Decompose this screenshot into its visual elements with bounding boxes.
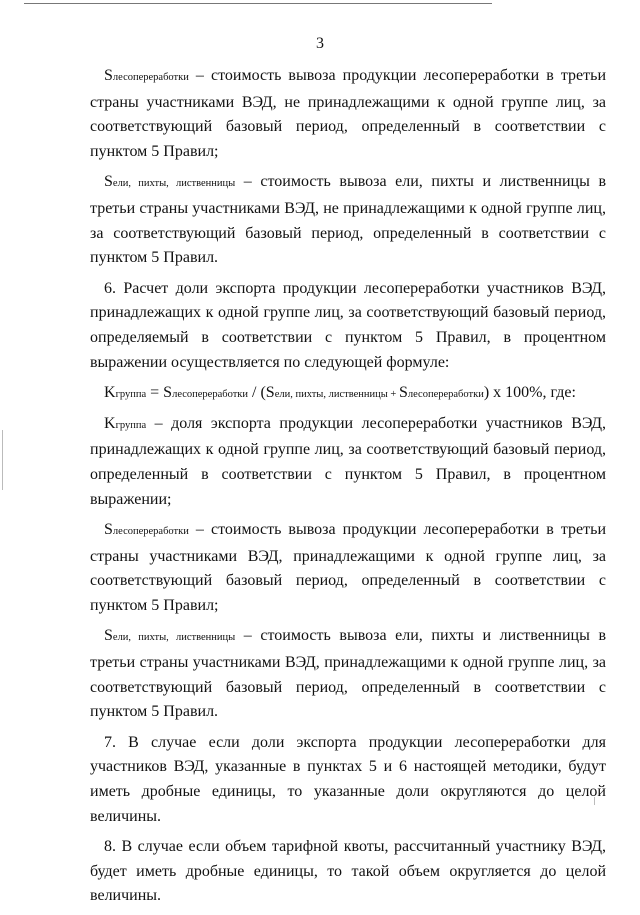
top-border-line [24, 3, 492, 4]
definition-s-eli-group: Sели, пихты, лиственницы – стоимость вывоза ели, пихты и лиственницы в третьи страны участниками ВЭД, принадлежащими к одной группе лиц, за соответствующий базовый период, определенный в соответствии с пунктом 5 Правил. [90, 627, 607, 721]
definition-s-les-group: Sлесопереработки – стоимость вывоза продукции лесопереработки в третьи страны участниками ВЭД, принадлежащими к одной группе лиц, за соответствующий базовый период, определенный в соответствии с пунктом 5 Правил; [90, 521, 607, 614]
paragraph-6: 6. Расчет доли экспорта продукции лесопереработки участников ВЭД, принадлежащих к одной группе лиц, за соответствующий базовый период, определяемый в соответствии с пунктом 5 Правил, в процентном выражении осуществляется по следующей формуле: [90, 279, 606, 371]
document-body [90, 64, 606, 915]
paragraph-7: 7. В случае если доли экспорта продукции лесопереработки для участников ВЭД, указанные в пунктах 5 и 6 настоящей методики, будут иметь дробные единицы, то указанные доли округляются до целой величины. [90, 733, 606, 825]
definition-s-les-other: Sлесопереработки – стоимость вывоза продукции лесопереработки в третьи страны участниками ВЭД, не принадлежащими к одной группе лиц, за соответствующий базовый период, определенный в соответствии с пунктом 5 Правил; [90, 67, 607, 160]
formula: Kгруппа = Sлесопереработки / (Sели, пихты, лиственницы + Sлесопереработки) х 100%, где: [104, 384, 576, 402]
scan-margin-mark [2, 430, 3, 490]
definition-k-group: Kгруппа – доля экспорта продукции лесопереработки участников ВЭД, принадлежащих к одной группе лиц, за соответствующий базовый период, определенный в соответствии с пунктом 5 Правил, в процентном выражении; [90, 414, 606, 508]
paragraph-8: 8. В случае если объем тарифной квоты, рассчитанный участнику ВЭД, будет иметь дробные единицы, то такой объем округляется до целой величины. [90, 838, 606, 905]
page-number: 3 [316, 35, 324, 52]
definition-s-eli-other: Sели, пихты, лиственницы – стоимость вывоза ели, пихты и лиственницы в третьи страны участниками ВЭД, не принадлежащими к одной группе лиц, за соответствующий базовый период, определенный в соответствии с пунктом 5 Правил. [90, 173, 607, 267]
